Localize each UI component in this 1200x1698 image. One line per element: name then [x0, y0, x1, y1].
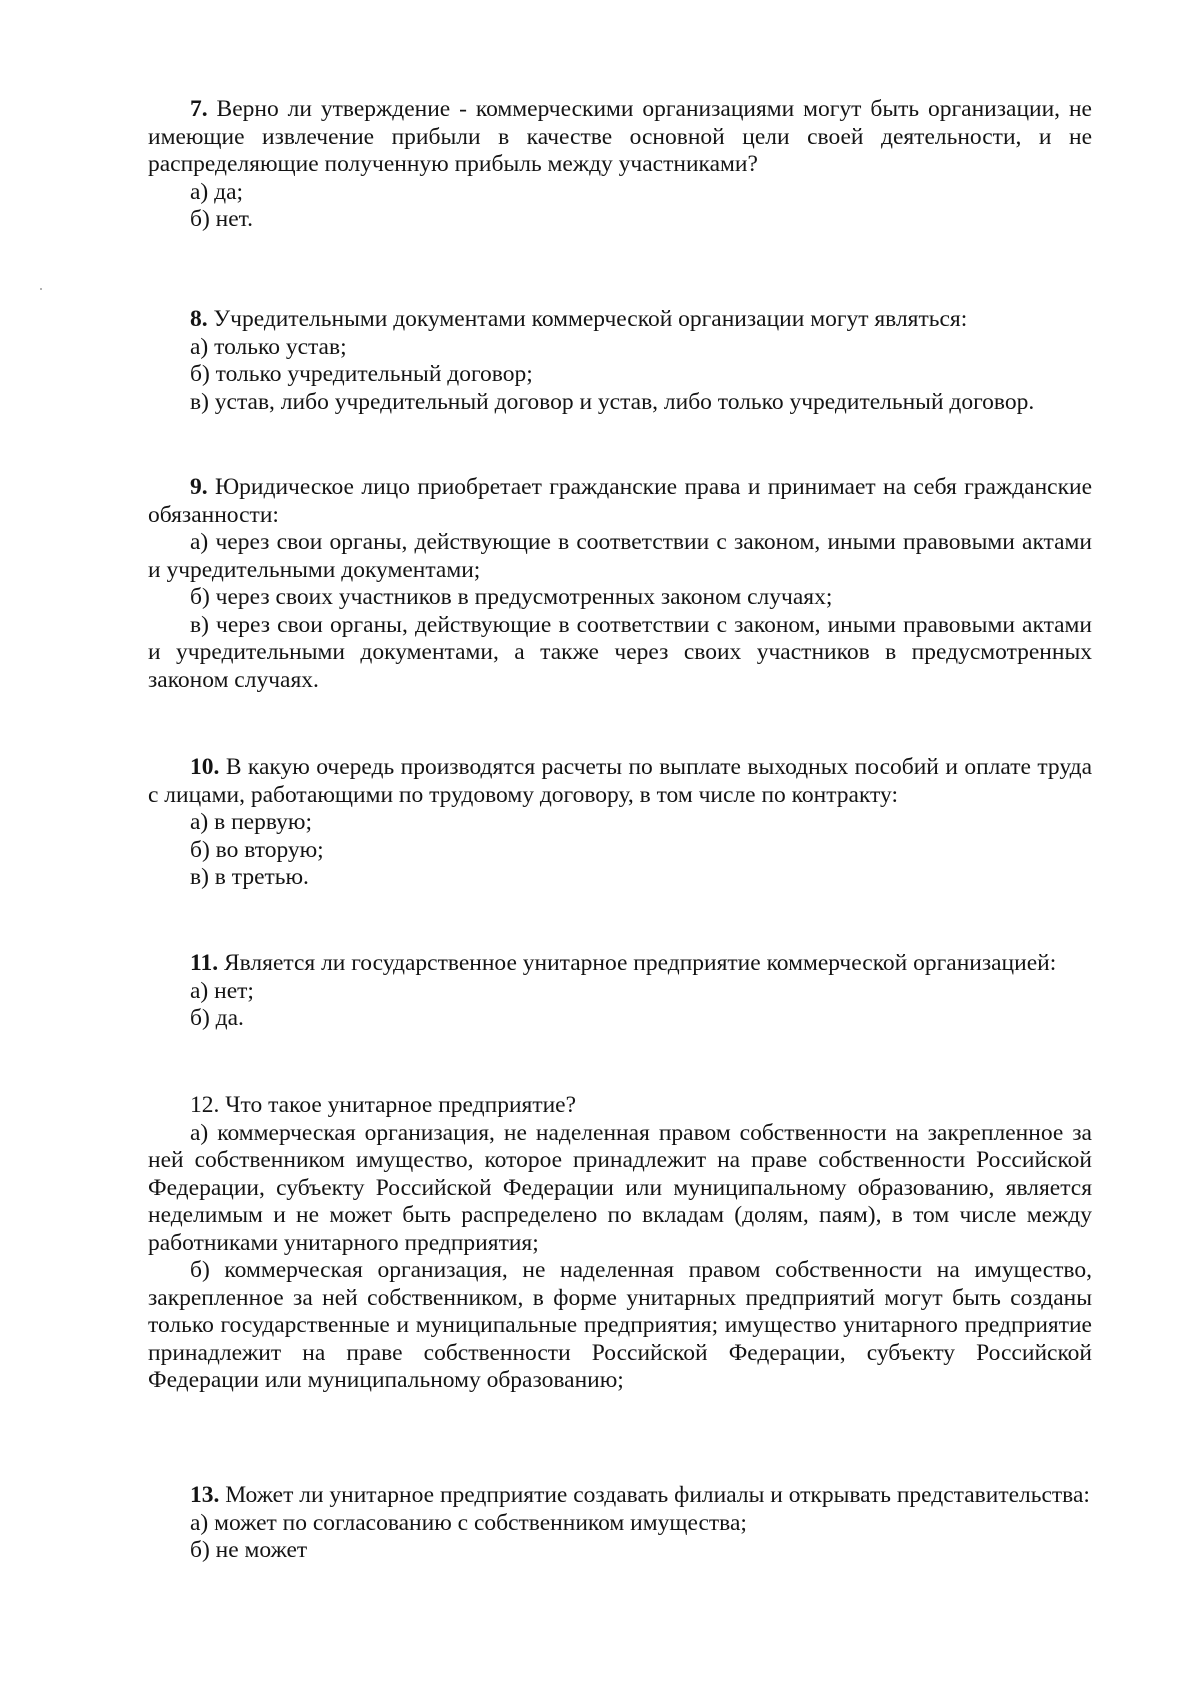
scan-speck — [40, 288, 42, 290]
question-text — [148, 754, 1092, 809]
question-body: Верно ли утверждение - коммерческими организациями могут быть организации, не имеющие извлечение прибыли в качестве основной цели своей деятельности, и не распределяющие полученную прибыль между участниками? — [148, 96, 1092, 177]
question-12 — [148, 1092, 1092, 1395]
answer-option: в) устав, либо учредительный договор и устав, либо только учредительный договор. — [190, 388, 1035, 415]
answer-option: б) да. — [190, 1005, 244, 1031]
answer-option: б) нет. — [190, 206, 254, 232]
question-number: 11. — [190, 950, 219, 976]
answer-option: в) через свои органы, действующие в соответствии с законом, иными правовыми актами и учредительными документами, а также через своих участников в предусмотренных законом случаях. — [148, 611, 1092, 693]
question-text — [148, 950, 1092, 978]
question-7 — [148, 96, 1092, 234]
question-text — [148, 306, 1092, 334]
question-number: 8. — [190, 306, 208, 332]
answer-option: б) не может — [190, 1537, 308, 1563]
answer-option: а) через свои органы, действующие в соответствии с законом, иными правовыми актами и учредительными документами; — [148, 529, 1092, 583]
question-body: Может ли унитарное предприятие создавать филиалы и открывать представительства: — [225, 1482, 1090, 1508]
answer-option: а) только устав; — [190, 333, 347, 360]
answer-option: б) только учредительный договор; — [190, 361, 533, 387]
question-body: В какую очередь производятся расчеты по выплате выходных пособий и оплате труда с лицами, работающими по трудовому договору, в том числе по контракту: — [148, 754, 1092, 808]
question-text — [148, 96, 1092, 179]
answer-option: а) да; — [190, 178, 244, 205]
question-number: 10. — [190, 754, 220, 780]
question-number: 9. — [190, 474, 208, 500]
answer-option: б) коммерческая организация, не наделенная правом собственности на имущество, закрепленное за ней собственником, в форме унитарных предприятий могут быть созданы только государственные и муниципальные предприятия; имущество унитарного предприятие принадлежит на праве собственности Российской Федерации, субъекту Российской Федерации или муниципальному образованию; — [148, 1257, 1092, 1393]
question-13 — [148, 1482, 1092, 1565]
question-body: Является ли государственное унитарное предприятие коммерческой организацией: — [223, 950, 1057, 976]
question-11 — [148, 950, 1092, 1033]
question-body: Юридическое лицо приобретает гражданские права и принимает на себя гражданские обязанности: — [148, 474, 1093, 528]
question-text — [148, 474, 1092, 529]
question-8 — [148, 306, 1092, 416]
question-number: 12. — [190, 1092, 220, 1118]
answer-option: а) коммерческая организация, не наделенная правом собственности на закрепленное за ней собственником имущество, которое принадлежит на праве собственности Российской Федерации, субъекту Российской Федерации или муниципальному образованию, является неделимым и не может быть распределено по вкладам (долям, паям), в том числе между работниками унитарного предприятия; — [148, 1119, 1092, 1256]
answer-option: а) нет; — [190, 977, 254, 1004]
question-number: 13. — [190, 1482, 220, 1508]
question-text — [148, 1092, 1092, 1120]
question-9 — [148, 474, 1092, 694]
answer-option: а) может по согласованию с собственником имущества; — [190, 1509, 747, 1536]
question-text — [148, 1482, 1092, 1510]
answer-option: б) через своих участников в предусмотренных законом случаях; — [190, 584, 833, 610]
question-10 — [148, 754, 1092, 892]
question-body: Учредительными документами коммерческой организации могут являться: — [213, 306, 968, 332]
question-body: Что такое унитарное предприятие? — [225, 1092, 577, 1118]
answer-option: в) в третью. — [190, 864, 309, 890]
question-number: 7. — [190, 96, 208, 122]
answer-option: а) в первую; — [190, 809, 312, 835]
answer-option: б) во вторую; — [190, 836, 324, 863]
